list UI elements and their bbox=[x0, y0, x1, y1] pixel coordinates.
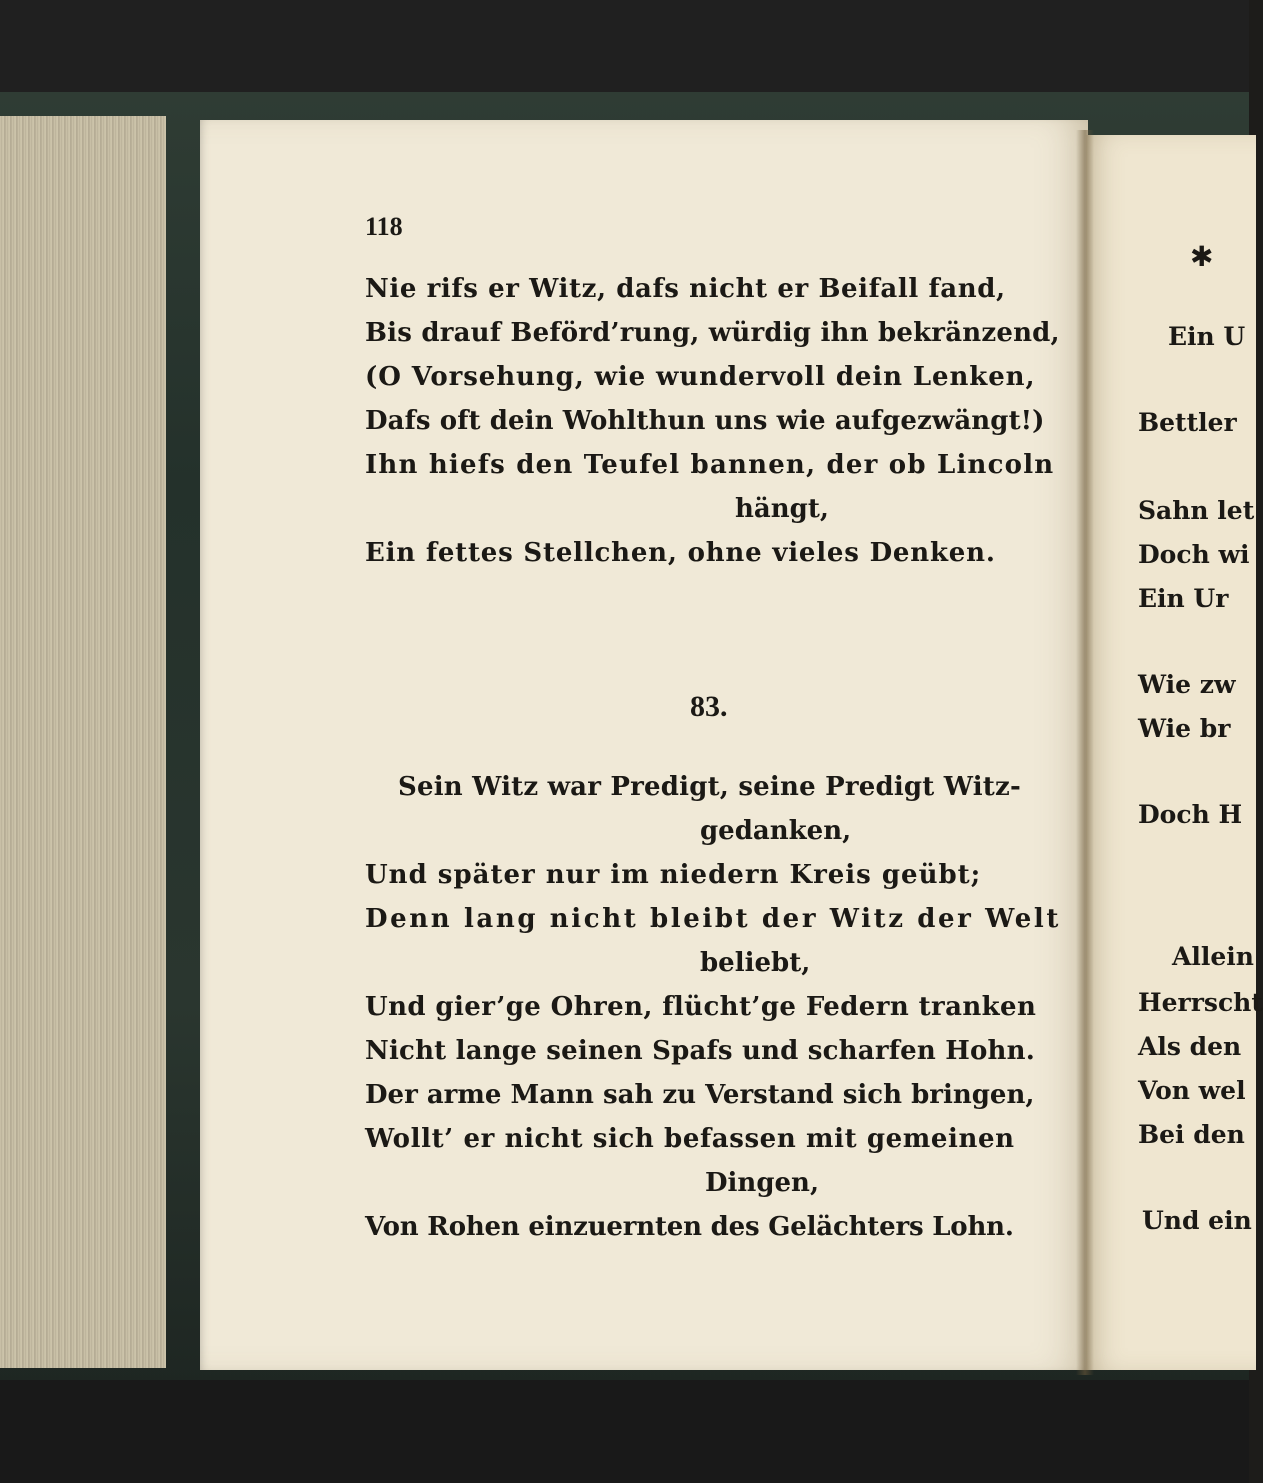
left-page bbox=[200, 120, 1088, 1370]
poem-line: Und gier’ge Ohren, flücht’ge Federn tranken bbox=[365, 992, 1037, 1022]
right-page-line: Wie br bbox=[1138, 714, 1231, 743]
right-page bbox=[1086, 135, 1256, 1370]
poem-line: Nie rifs er Witz, dafs nicht er Beifall fand, bbox=[365, 274, 1006, 304]
poem-line: Nicht lange seinen Spafs und scharfen Hohn. bbox=[365, 1036, 1035, 1066]
right-page-line: Sahn let bbox=[1138, 496, 1255, 525]
backdrop-bottom bbox=[0, 1380, 1249, 1483]
poem-line: Bis drauf Beförd’rung, würdig ihn bekränzend, bbox=[365, 318, 1060, 348]
right-page-line: Ein U bbox=[1168, 322, 1246, 351]
right-page-line: Doch H bbox=[1138, 800, 1243, 829]
right-page-line: Wie zw bbox=[1138, 670, 1236, 699]
backdrop-top bbox=[0, 0, 1249, 100]
right-page-line: Bettler bbox=[1138, 408, 1237, 437]
right-page-line: Von wel bbox=[1138, 1076, 1246, 1105]
right-page-line: Doch wi bbox=[1138, 540, 1250, 569]
right-page-line: Herrscht bbox=[1138, 988, 1263, 1017]
right-page-line: Und ein bbox=[1142, 1206, 1252, 1235]
poem-line: Denn lang nicht bleibt der Witz der Welt bbox=[365, 904, 1061, 934]
poem-line: Dafs oft dein Wohlthun uns wie aufgezwängt!) bbox=[365, 406, 1045, 436]
poem-line: Und später nur im niedern Kreis geübt; bbox=[365, 860, 982, 890]
poem-line-continuation: hängt, bbox=[735, 494, 829, 524]
stanza-number: 83. bbox=[690, 690, 728, 723]
right-page-line: Bei den bbox=[1138, 1120, 1245, 1149]
page-fore-edge bbox=[0, 116, 166, 1368]
poem-line: Der arme Mann sah zu Verstand sich bringen, bbox=[365, 1080, 1035, 1110]
poem-line: Ihn hiefs den Teufel bannen, der ob Lincoln bbox=[365, 450, 1055, 480]
poem-line: Sein Witz war Predigt, seine Predigt Witz- bbox=[398, 772, 1021, 802]
right-page-line: Allein bbox=[1172, 942, 1254, 971]
poem-line: Ein fettes Stellchen, ohne vieles Denken. bbox=[365, 538, 996, 568]
poem-line-continuation: beliebt, bbox=[700, 948, 811, 978]
book-gutter bbox=[1076, 130, 1094, 1375]
right-page-line: Als den bbox=[1138, 1032, 1242, 1061]
right-page-line: Ein Ur bbox=[1138, 584, 1229, 613]
ornament-icon: ✱ bbox=[1190, 240, 1214, 273]
poem-line-continuation: gedanken, bbox=[700, 816, 852, 846]
page-number: 118 bbox=[365, 212, 403, 241]
poem-line: Wollt’ er nicht sich befassen mit gemeinen bbox=[365, 1124, 1015, 1154]
poem-line-continuation: Dingen, bbox=[705, 1168, 820, 1198]
poem-line: (O Vorsehung, wie wundervoll dein Lenken, bbox=[365, 362, 1036, 392]
poem-line: Von Rohen einzuernten des Gelächters Lohn. bbox=[365, 1212, 1014, 1242]
